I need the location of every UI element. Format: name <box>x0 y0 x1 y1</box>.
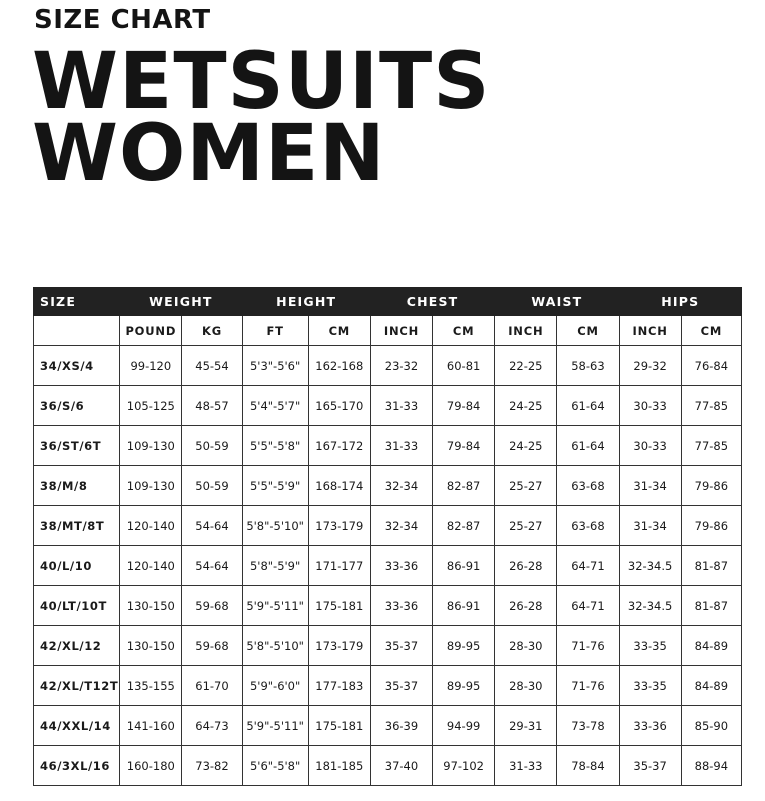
measurement-cell: 167-172 <box>308 426 370 466</box>
measurement-cell: 181-185 <box>308 746 370 786</box>
unit-header-cell: CM <box>308 316 370 346</box>
measurement-cell: 33-35 <box>619 626 681 666</box>
measurement-cell: 32-34.5 <box>619 586 681 626</box>
measurement-cell: 78-84 <box>557 746 619 786</box>
size-chart-table <box>33 287 742 786</box>
measurement-cell: 109-130 <box>120 466 182 506</box>
unit-header-cell: INCH <box>370 316 432 346</box>
measurement-cell: 5'9"-5'11" <box>242 706 308 746</box>
size-label-cell: 40/L/10 <box>34 546 120 586</box>
measurement-cell: 77-85 <box>681 386 741 426</box>
measurement-cell: 81-87 <box>681 586 741 626</box>
size-label-cell: 38/MT/8T <box>34 506 120 546</box>
measurement-cell: 29-32 <box>619 346 681 386</box>
measurement-cell: 97-102 <box>433 746 495 786</box>
measurement-cell: 26-28 <box>495 586 557 626</box>
measurement-cell: 135-155 <box>120 666 182 706</box>
size-label-cell: 36/S/6 <box>34 386 120 426</box>
measurement-cell: 89-95 <box>433 666 495 706</box>
measurement-cell: 99-120 <box>120 346 182 386</box>
measurement-cell: 130-150 <box>120 626 182 666</box>
measurement-cell: 35-37 <box>370 626 432 666</box>
measurement-cell: 171-177 <box>308 546 370 586</box>
measurement-cell: 120-140 <box>120 546 182 586</box>
header-chest: CHEST <box>370 288 494 316</box>
measurement-cell: 28-30 <box>495 626 557 666</box>
measurement-cell: 33-36 <box>370 586 432 626</box>
table-row <box>34 746 742 786</box>
measurement-cell: 29-31 <box>495 706 557 746</box>
table-row <box>34 586 742 626</box>
table-row <box>34 706 742 746</box>
measurement-cell: 109-130 <box>120 426 182 466</box>
unit-header-cell: FT <box>242 316 308 346</box>
page-title-line-1: WETSUITS <box>32 37 491 127</box>
measurement-cell: 32-34.5 <box>619 546 681 586</box>
measurement-cell: 25-27 <box>495 466 557 506</box>
measurement-cell: 31-33 <box>370 386 432 426</box>
measurement-cell: 105-125 <box>120 386 182 426</box>
measurement-cell: 141-160 <box>120 706 182 746</box>
measurement-cell: 71-76 <box>557 626 619 666</box>
measurement-cell: 82-87 <box>433 466 495 506</box>
measurement-cell: 79-84 <box>433 426 495 466</box>
header-weight: WEIGHT <box>120 288 242 316</box>
page-title-line-2: WOMEN <box>32 109 386 199</box>
unit-header-cell: INCH <box>495 316 557 346</box>
size-label-cell: 36/ST/6T <box>34 426 120 466</box>
measurement-cell: 77-85 <box>681 426 741 466</box>
measurement-cell: 22-25 <box>495 346 557 386</box>
measurement-cell: 5'3"-5'6" <box>242 346 308 386</box>
measurement-cell: 37-40 <box>370 746 432 786</box>
unit-header-cell: CM <box>433 316 495 346</box>
table-row <box>34 426 742 466</box>
measurement-cell: 5'8"-5'10" <box>242 626 308 666</box>
measurement-cell: 89-95 <box>433 626 495 666</box>
size-label-cell: 44/XXL/14 <box>34 706 120 746</box>
unit-header-cell: CM <box>681 316 741 346</box>
unit-header-cell <box>34 316 120 346</box>
group-header-row <box>34 288 742 316</box>
table-row <box>34 466 742 506</box>
measurement-cell: 5'5"-5'9" <box>242 466 308 506</box>
measurement-cell: 173-179 <box>308 626 370 666</box>
unit-header-cell: INCH <box>619 316 681 346</box>
page-title <box>32 37 491 199</box>
measurement-cell: 84-89 <box>681 626 741 666</box>
measurement-cell: 86-91 <box>433 546 495 586</box>
measurement-cell: 73-78 <box>557 706 619 746</box>
measurement-cell: 5'8"-5'9" <box>242 546 308 586</box>
measurement-cell: 24-25 <box>495 386 557 426</box>
measurement-cell: 32-34 <box>370 506 432 546</box>
unit-header-cell: POUND <box>120 316 182 346</box>
measurement-cell: 5'4"-5'7" <box>242 386 308 426</box>
measurement-cell: 60-81 <box>433 346 495 386</box>
table-row <box>34 386 742 426</box>
measurement-cell: 54-64 <box>182 546 242 586</box>
measurement-cell: 71-76 <box>557 666 619 706</box>
measurement-cell: 5'9"-5'11" <box>242 586 308 626</box>
measurement-cell: 28-30 <box>495 666 557 706</box>
header-hips: HIPS <box>619 288 741 316</box>
measurement-cell: 35-37 <box>619 746 681 786</box>
table-row <box>34 346 742 386</box>
measurement-cell: 45-54 <box>182 346 242 386</box>
measurement-cell: 79-86 <box>681 466 741 506</box>
measurement-cell: 64-71 <box>557 546 619 586</box>
measurement-cell: 58-63 <box>557 346 619 386</box>
measurement-cell: 64-73 <box>182 706 242 746</box>
measurement-cell: 35-37 <box>370 666 432 706</box>
measurement-cell: 82-87 <box>433 506 495 546</box>
size-label-cell: 42/XL/12 <box>34 626 120 666</box>
measurement-cell: 63-68 <box>557 466 619 506</box>
measurement-cell: 81-87 <box>681 546 741 586</box>
measurement-cell: 61-70 <box>182 666 242 706</box>
unit-header-cell: KG <box>182 316 242 346</box>
measurement-cell: 59-68 <box>182 586 242 626</box>
measurement-cell: 162-168 <box>308 346 370 386</box>
table-row <box>34 666 742 706</box>
measurement-cell: 84-89 <box>681 666 741 706</box>
measurement-cell: 79-86 <box>681 506 741 546</box>
measurement-cell: 36-39 <box>370 706 432 746</box>
measurement-cell: 25-27 <box>495 506 557 546</box>
measurement-cell: 94-99 <box>433 706 495 746</box>
table-row <box>34 546 742 586</box>
measurement-cell: 33-36 <box>370 546 432 586</box>
size-label-cell: 40/LT/10T <box>34 586 120 626</box>
measurement-cell: 85-90 <box>681 706 741 746</box>
measurement-cell: 86-91 <box>433 586 495 626</box>
measurement-cell: 120-140 <box>120 506 182 546</box>
measurement-cell: 5'8"-5'10" <box>242 506 308 546</box>
size-label-cell: 46/3XL/16 <box>34 746 120 786</box>
measurement-cell: 30-33 <box>619 426 681 466</box>
measurement-cell: 33-36 <box>619 706 681 746</box>
measurement-cell: 5'6"-5'8" <box>242 746 308 786</box>
measurement-cell: 88-94 <box>681 746 741 786</box>
measurement-cell: 73-82 <box>182 746 242 786</box>
measurement-cell: 168-174 <box>308 466 370 506</box>
measurement-cell: 173-179 <box>308 506 370 546</box>
size-label-cell: 42/XL/T12T <box>34 666 120 706</box>
measurement-cell: 79-84 <box>433 386 495 426</box>
measurement-cell: 48-57 <box>182 386 242 426</box>
measurement-cell: 31-34 <box>619 506 681 546</box>
measurement-cell: 54-64 <box>182 506 242 546</box>
size-label-cell: 38/M/8 <box>34 466 120 506</box>
header-size: SIZE <box>34 288 120 316</box>
unit-header-cell: CM <box>557 316 619 346</box>
measurement-cell: 24-25 <box>495 426 557 466</box>
header-waist: WAIST <box>495 288 619 316</box>
size-label-cell: 34/XS/4 <box>34 346 120 386</box>
measurement-cell: 59-68 <box>182 626 242 666</box>
measurement-cell: 76-84 <box>681 346 741 386</box>
measurement-cell: 23-32 <box>370 346 432 386</box>
measurement-cell: 31-34 <box>619 466 681 506</box>
measurement-cell: 50-59 <box>182 426 242 466</box>
measurement-cell: 130-150 <box>120 586 182 626</box>
header-height: HEIGHT <box>242 288 370 316</box>
unit-header-row <box>34 316 742 346</box>
measurement-cell: 26-28 <box>495 546 557 586</box>
page-subtitle: SIZE CHART <box>34 5 211 35</box>
measurement-cell: 165-170 <box>308 386 370 426</box>
table-row <box>34 626 742 666</box>
measurement-cell: 64-71 <box>557 586 619 626</box>
measurement-cell: 50-59 <box>182 466 242 506</box>
measurement-cell: 175-181 <box>308 706 370 746</box>
measurement-cell: 160-180 <box>120 746 182 786</box>
measurement-cell: 5'5"-5'8" <box>242 426 308 466</box>
measurement-cell: 177-183 <box>308 666 370 706</box>
measurement-cell: 61-64 <box>557 426 619 466</box>
measurement-cell: 61-64 <box>557 386 619 426</box>
measurement-cell: 63-68 <box>557 506 619 546</box>
table-row <box>34 506 742 546</box>
measurement-cell: 31-33 <box>495 746 557 786</box>
measurement-cell: 32-34 <box>370 466 432 506</box>
measurement-cell: 5'9"-6'0" <box>242 666 308 706</box>
measurement-cell: 33-35 <box>619 666 681 706</box>
measurement-cell: 175-181 <box>308 586 370 626</box>
measurement-cell: 31-33 <box>370 426 432 466</box>
measurement-cell: 30-33 <box>619 386 681 426</box>
size-table-body <box>34 346 742 786</box>
